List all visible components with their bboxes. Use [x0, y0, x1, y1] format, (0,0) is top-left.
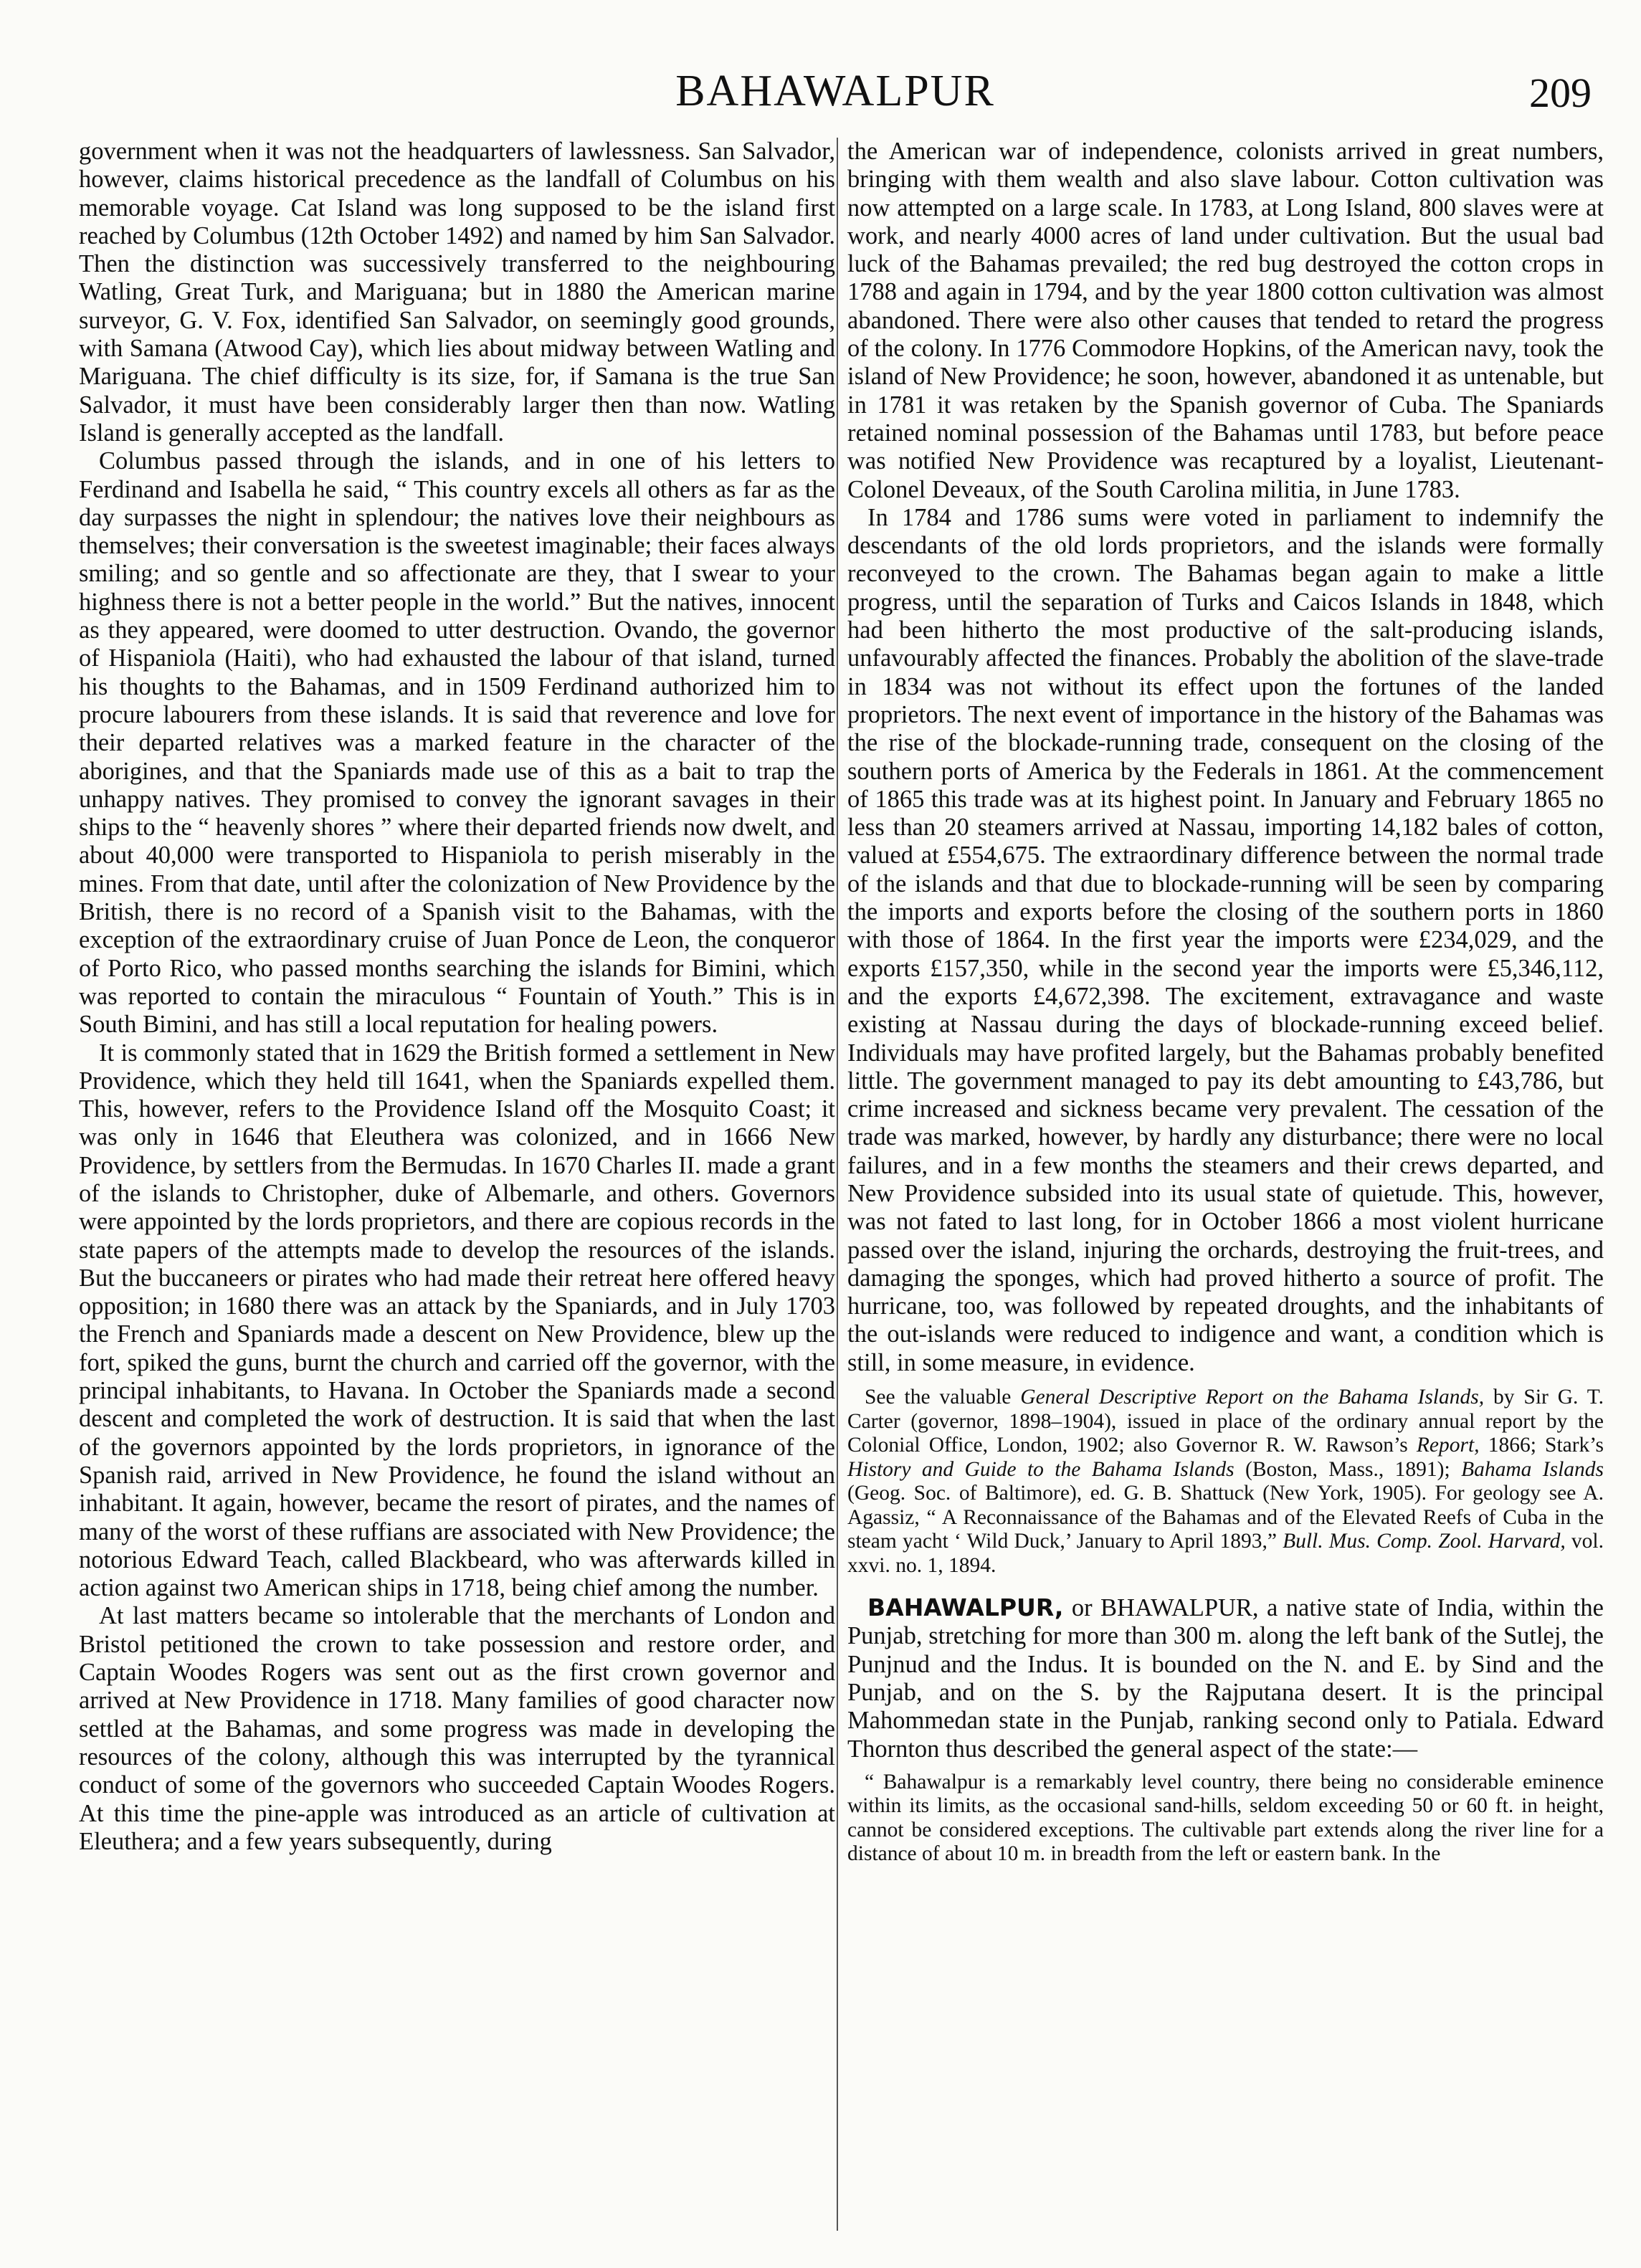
running-title: BAHAWALPUR	[675, 67, 995, 115]
block-quote: “ Bahawalpur is a remarkably level country, there being no considerable eminence within its limits, as the occasional sand-hills, seldom exceeding 50 or 60 ft. in height, cannot be considered exceptions. The cultivable part extends along the river line for a distance of about 10 m. in breadth from the left or eastern bank. In the	[847, 1770, 1604, 1866]
bibliography-title: Bull. Mus. Comp. Zool. Harvard,	[1283, 1530, 1566, 1553]
bibliography-text: vol. xxvi. no. 1, 1894.	[847, 1530, 1604, 1577]
entry-headword: BAHAWALPUR,	[867, 1593, 1064, 1622]
page-header	[79, 66, 1592, 123]
paragraph: Columbus passed through the islands, and in one of his letters to Ferdinand and Isabella he said, “ This country excels all others as far as the day surpasses the night in splendour; the natives love their neighbours as themselves; their conversation is the sweetest imaginable; their faces always smiling; and so gentle and so affectionate are they, that I swear to your highness there is not a better people in the world.” But the natives, innocent as they appeared, were doomed to utter destruction. Ovando, the governor of Hispaniola (Haiti), who had exhausted the labour of that island, turned his thoughts to the Bahamas, and in 1509 Ferdinand authorized him to procure labourers from these islands. It is said that reverence and love for their departed relatives was a marked feature in the character of the aborigines, and that the Spaniards made use of this as a bait to trap the unhappy natives. They promised to convey the ignorant savages in their ships to the “ heavenly shores ” where their departed friends now dwelt, and about 40,000 were transported to Hispaniola to perish miserably in the mines. From that date, until after the colonization of New Providence by the British, there is no record of a Spanish visit to the Bahamas, with the exception of the extraordinary cruise of Juan Ponce de Leon, the conqueror of Porto Rico, who passed months searching the islands for Bimini, which was reported to contain the miraculous “ Fountain of Youth.” This is in South Bimini, and has still a local reputation for healing powers.	[79, 447, 835, 1039]
page-number: 209	[1529, 70, 1592, 116]
bibliography-title: General Descriptive Report on the Bahama Islands,	[1020, 1386, 1485, 1409]
paragraph: In 1784 and 1786 sums were voted in parliament to indemnify the descendants of the old lords proprietors, and the islands were formally reconveyed to the crown. The Bahamas began again to make a little progress, until the separation of Turks and Caicos Islands in 1848, which had been hitherto the most productive of the salt-producing islands, unfavourably affected the finances. Probably the abolition of the slave-trade in 1834 was not without its effect upon the fortunes of the landed proprietors. The next event of importance in the history of the Bahamas was the rise of the blockade-running trade, consequent on the closing of the southern ports of America by the Federals in 1861. At the commencement of 1865 this trade was at its highest point. In January and February 1865 no less than 20 steamers arrived at Nassau, importing 14,182 bales of cotton, valued at £554,675. The extraordinary difference between the normal trade of the islands and that due to blockade-running will be seen by comparing the imports and exports before the closing of the southern ports in 1860 with those of 1864. In the first year the imports were £234,029, and the exports £157,350, while in the second year the imports were £5,346,112, and the exports £4,672,398. The excitement, extravagance and waste existing at Nassau during the days of blockade-running exceed belief. Individuals may have profited largely, but the Bahamas probably benefited little. The government managed to pay its debt amounting to £43,786, but crime increased and sickness became very prevalent. The cessation of the trade was marked, however, by hardly any disturbance; there were no local failures, and in a few months the steamers and their crews departed, and New Providence subsided into its usual state of quietude. This, however, was not fated to last long, for in October 1866 a most violent hurricane passed over the island, injuring the orchards, destroying the fruit-trees, and damaging the sponges, which had proved hitherto a source of profit. The hurricane, too, was followed by repeated droughts, and the inhabitants of the out-islands were reduced to indigence and want, a condition which is still, in some measure, in evidence.	[847, 503, 1604, 1376]
paragraph: At last matters became so intolerable that the merchants of London and Bristol petitioned the crown to take possession and restore order, and Captain Woodes Rogers was sent out as the first crown governor and arrived at New Providence in 1718. Many families of good character now settled at the Bahamas, and some progress was made in developing the resources of the colony, although this was interrupted by the tyrannical conduct of some of the governors who succeeded Captain Woodes Rogers. At this time the pine-apple was introduced as an article of cultivation at Eleuthera; and a few years subsequently, during	[79, 1602, 835, 1855]
bibliography-title: History and Guide to the Bahama Islands	[847, 1457, 1235, 1481]
bibliography-text: See the valuable	[865, 1386, 1021, 1409]
right-column	[847, 138, 1604, 1867]
bibliography-text: 1866; Stark’s	[1479, 1434, 1604, 1457]
bibliography-text: (Geog. Soc. of Baltimore), ed. G. B. Shattuck (New York, 1905). For geology see A. Agassiz, “ A Reconnaissance of the Bahamas and of the Elevated Reefs of Cuba in the steam yacht ‘ Wild Duck,’ January to April 1893,”	[847, 1482, 1604, 1553]
paragraph: It is commonly stated that in 1629 the British formed a settlement in New Providence, which they held till 1641, when the Spaniards expelled them. This, however, refers to the Providence Island off the Mosquito Coast; it was only in 1646 that Eleuthera was colonized, and in 1666 New Providence, by settlers from the Bermudas. In 1670 Charles II. made a grant of the islands to Christopher, duke of Albemarle, and others. Governors were appointed by the lords proprietors, and there are copious records in the state papers of the attempts made to develop the resources of the islands. But the buccaneers or pirates who had made their retreat here offered heavy opposition; in 1680 there was an attack by the Spaniards, and in July 1703 the French and Spaniards made a descent on New Providence, blew up the fort, spiked the guns, burnt the church and carried off the governor, with the principal inhabitants, to Havana. In October the Spaniards made a second descent and completed the work of destruction. It is said that when the last of the governors appointed by the lords proprietors, in ignorance of the Spanish raid, arrived in New Providence, he found the island without an inhabitant. It again, however, became the resort of pirates, and the names of many of the worst of these ruffians are associated with New Providence; the notorious Edward Teach, called Blackbeard, who was afterwards killed in action against two American ships in 1718, being chief among the number.	[79, 1039, 835, 1602]
entry-body: or BHAWALPUR, a native state of India, within the Punjab, stretching for more than 300 m. along the left bank of the Sutlej, the Punjnud and the Indus. It is bounded on the N. and E. by Sind and the Punjab, and on the S. by the Rajputana desert. It is the principal Mahommedan state in the Punjab, ranking second only to Patiala. Edward Thornton thus described the general aspect of the state:—	[847, 1594, 1604, 1763]
paragraph: government when it was not the headquarters of lawlessness. San Salvador, however, claims historical precedence as the landfall of Columbus on his memorable voyage. Cat Island was long supposed to be the island first reached by Columbus (12th October 1492) and named by him San Salvador. Then the distinction was successively transferred to the neighbouring Watling, Great Turk, and Mariguana; but in 1880 the American marine surveyor, G. V. Fox, identified San Salvador, on seemingly good grounds, with Samana (Atwood Cay), which lies about midway between Watling and Mariguana. The chief difficulty is its size, for, if Samana is the true San Salvador, it must have been considerably larger then than now. Watling Island is generally accepted as the landfall.	[79, 138, 835, 447]
left-column	[79, 138, 835, 1856]
bibliography-note	[847, 1386, 1604, 1578]
entry-paragraph	[847, 1593, 1604, 1763]
bibliography-text: by Sir G. T. Carter (governor, 1898–1904), issued in place of the ordinary annual report by the Colonial Office, London, 1902; also Governor R. W. Rawson’s	[847, 1386, 1604, 1457]
bibliography-text: (Boston, Mass., 1891);	[1234, 1457, 1462, 1481]
paragraph: the American war of independence, colonists arrived in great numbers, bringing with them wealth and also slave labour. Cotton cultivation was now attempted on a large scale. In 1783, at Long Island, 800 slaves were at work, and nearly 4000 acres of land under cultivation. But the usual bad luck of the Bahamas prevailed; the red bug destroyed the cotton crops in 1788 and again in 1794, and by the year 1800 cotton cultivation was almost abandoned. There were also other causes that tended to retard the progress of the colony. In 1776 Commodore Hopkins, of the American navy, took the island of New Providence; he soon, however, abandoned it as untenable, but in 1781 it was retaken by the Spanish governor of Cuba. The Spaniards retained nominal possession of the Bahamas until 1783, but before peace was notified New Providence was recaptured by a loyalist, Lieutenant-Colonel Deveaux, of the South Carolina militia, in June 1783.	[847, 138, 1604, 503]
column-divider	[837, 138, 838, 2231]
bibliography-title: Bahama Islands	[1461, 1457, 1604, 1481]
bibliography-title: Report,	[1416, 1434, 1480, 1457]
